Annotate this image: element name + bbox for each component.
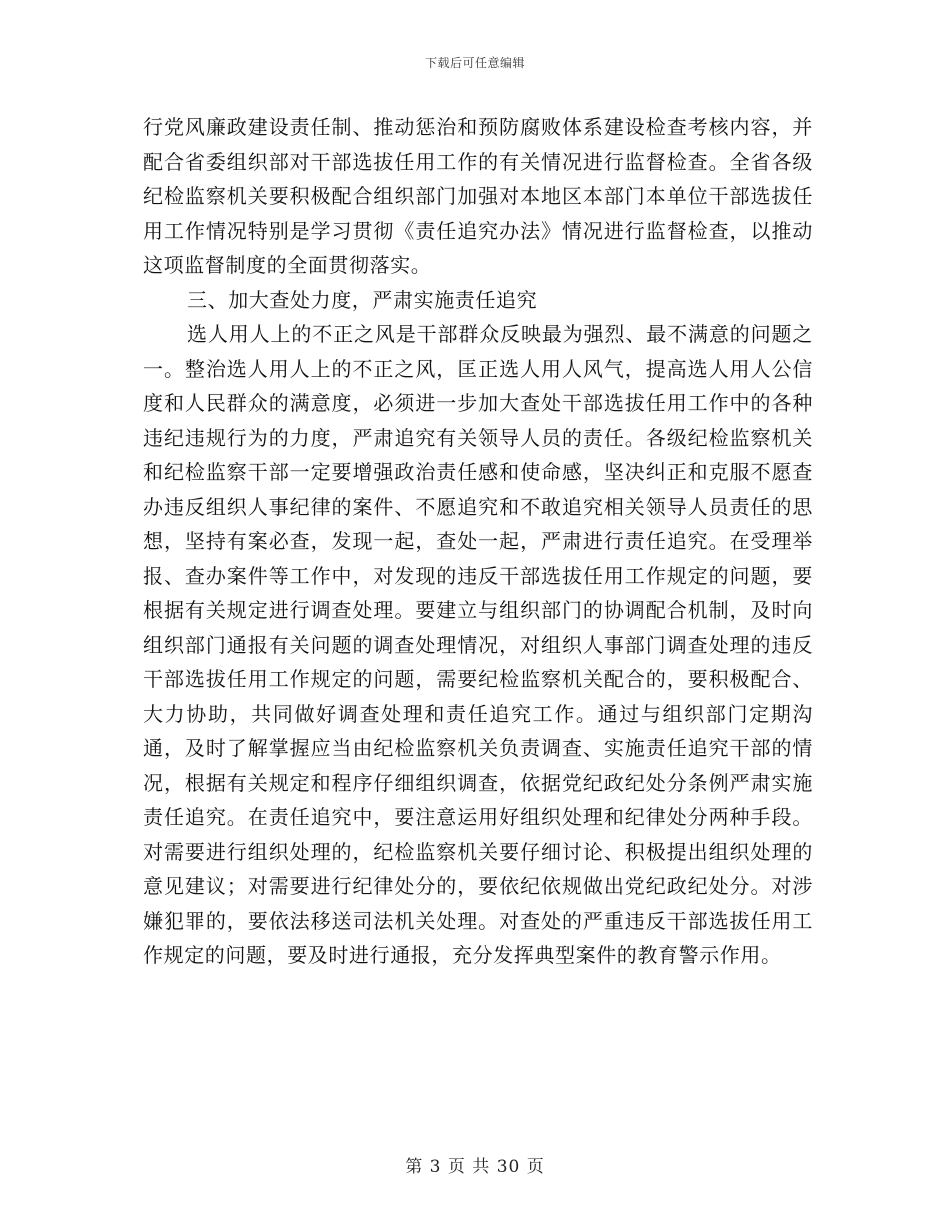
page-number-footer: 第 3 页 共 30 页 [405,1157,545,1177]
document-body [143,110,813,973]
paragraph-continuation: 行党风廉政建设责任制、推动惩治和预防腐败体系建设检查考核内容，并配合省委组织部对干部选拔任用工作的有关情况进行监督检查。全省各级纪检监察机关要积极配合组织部门加强对本地区本部门本单位干部选拔任用工作情况特别是学习贯彻《责任追究办法》情况进行监督检查，以推动这项监督制度的全面贯彻落实。 [143,115,813,277]
section-heading: 三、加大查处力度，严肃实施责任追究 [187,287,538,312]
page-header-note: 下载后可任意编辑 [424,56,525,70]
paragraph-main: 选人用人上的不正之风是干部群众反映最为强烈、最不满意的问题之一。整治选人用人上的不正之风，匡正选人用人风气，提高选人用人公信度和人民群众的满意度，必须进一步加大查处干部选拔任用工作中的各种违纪违规行为的力度，严肃追究有关领导人员的责任。各级纪检监察机关和纪检监察干部一定要增强政治责任感和使命感，坚决纠正和克服不愿查办违反组织人事纪律的案件、不愿追究和不敢追究相关领导人员责任的思想，坚持有案必查，发现一起，查处一起，严肃进行责任追究。在受理举报、查办案件等工作中，对发现的违反干部选拔任用工作规定的问题，要根据有关规定进行调查处理。要建立与组织部门的协调配合机制，及时向组织部门通报有关问题的调查处理情况，对组织人事部门调查处理的违反干部选拔任用工作规定的问题，需要纪检监察机关配合的，要积极配合、大力协助，共同做好调查处理和责任追究工作。通过与组织部门定期沟通，及时了解掌握应当由纪检监察机关负责调查、实施责任追究干部的情况，根据有关规定和程序仔细组织调查，依据党纪政纪处分条例严肃实施责任追究。在责任追究中，要注意运用好组织处理和纪律处分两种手段。对需要进行组织处理的，纪检监察机关要仔细讨论、积极提出组织处理的意见建议；对需要进行纪律处分的，要依纪依规做出党纪政纪处分。对涉嫌犯罪的，要依法移送司法机关处理。对查处的严重违反干部选拔任用工作规定的问题，要及时进行通报，充分发挥典型案件的教育警示作用。 [143,322,813,967]
